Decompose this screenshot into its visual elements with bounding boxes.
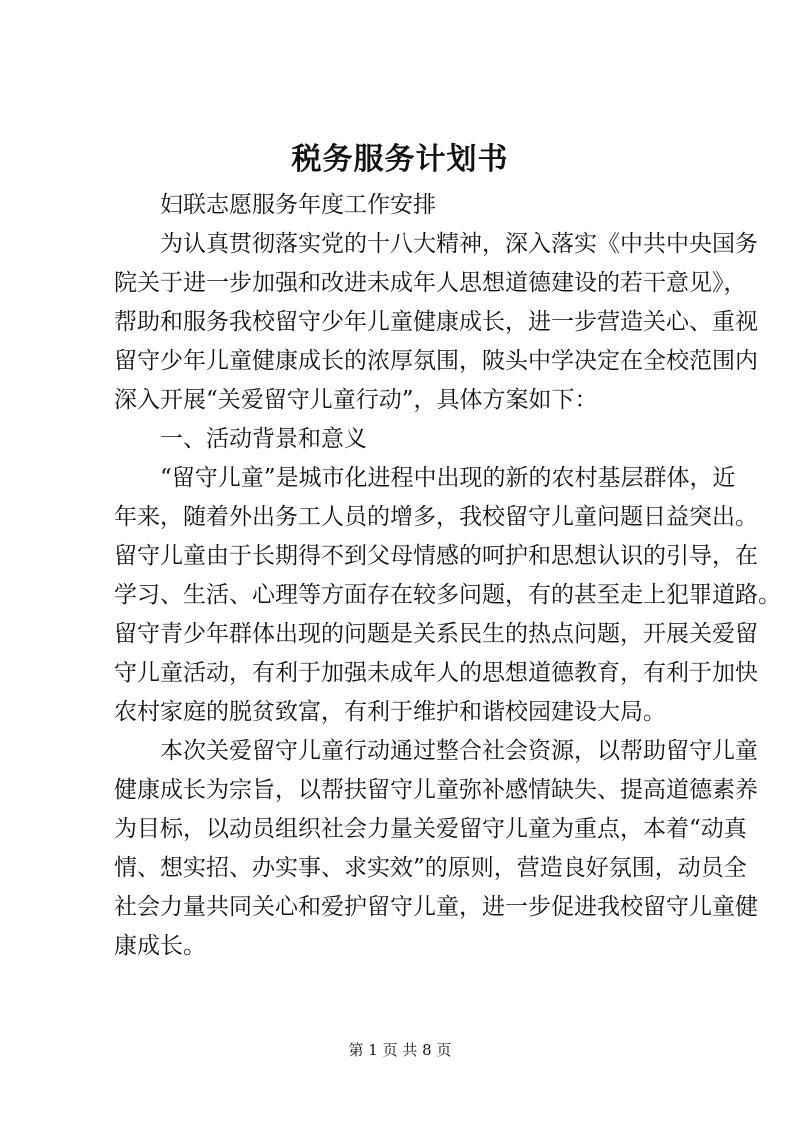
document-body	[114, 186, 781, 966]
intro-paragraph	[114, 225, 758, 420]
purpose-paragraph	[114, 732, 758, 966]
document-title: 税务服务计划书	[291, 142, 509, 177]
paragraph-line: 深入开展“关爱留守儿童行动”，具体方案如下：	[114, 387, 598, 413]
paragraph-line: 留守儿童由于长期得不到父母情感的呵护和思想认识的引导，在	[114, 543, 758, 569]
section-heading-text: 一、活动背景和意义	[160, 426, 367, 452]
paragraph-line: 农村家庭的脱贫致富，有利于维护和谐校园建设大局。	[114, 699, 666, 725]
paragraph-line: 社会力量共同关心和爱护留守儿童，进一步促进我校留守儿童健	[114, 894, 758, 920]
paragraph-line: 康成长。	[114, 933, 206, 959]
paragraph-line: 帮助和服务我校留守少年儿童健康成长，进一步营造关心、重视	[114, 309, 758, 335]
paragraph-line: “留守儿童”是城市化进程中出现的新的农村基层群体，近	[160, 465, 736, 491]
paragraph-line: 健康成长为宗旨，以帮扶留守儿童弥补感情缺失、提高道德素养	[114, 777, 758, 803]
section-heading	[114, 420, 714, 459]
paragraph-line: 院关于进一步加强和改进未成年人思想道德建设的若干意见》，	[114, 270, 747, 296]
subtitle-paragraph	[114, 186, 714, 225]
paragraph-line: 学习、生活、心理等方面存在较多问题，有的甚至走上犯罪道路。	[114, 582, 781, 608]
paragraph-line: 为认真贯彻落实党的十八大精神，深入落实《中共中央国务	[160, 231, 758, 257]
paragraph-line: 为目标，以动员组织社会力量关爱留守儿童为重点，本着“动真	[114, 816, 747, 842]
paragraph-line: 留守青少年群体出现的问题是关系民生的热点问题，开展关爱留	[114, 621, 758, 647]
paragraph-line: 情、想实招、办实事、求实效”的原则，营造良好氛围，动员全	[114, 855, 747, 881]
subtitle-line: 妇联志愿服务年度工作安排	[160, 192, 436, 218]
paragraph-line: 留守少年儿童健康成长的浓厚氛围，陂头中学决定在全校范围内	[114, 348, 758, 374]
page-number-footer: 第 1 页 共 8 页	[348, 1041, 452, 1059]
paragraph-line: 守儿童活动，有利于加强未成年人的思想道德教育，有利于加快	[114, 660, 758, 686]
paragraph-line: 年来，随着外出务工人员的增多，我校留守儿童问题日益突出。	[114, 504, 758, 530]
background-paragraph	[114, 459, 781, 732]
paragraph-line: 本次关爱留守儿童行动通过整合社会资源，以帮助留守儿童	[160, 738, 758, 764]
